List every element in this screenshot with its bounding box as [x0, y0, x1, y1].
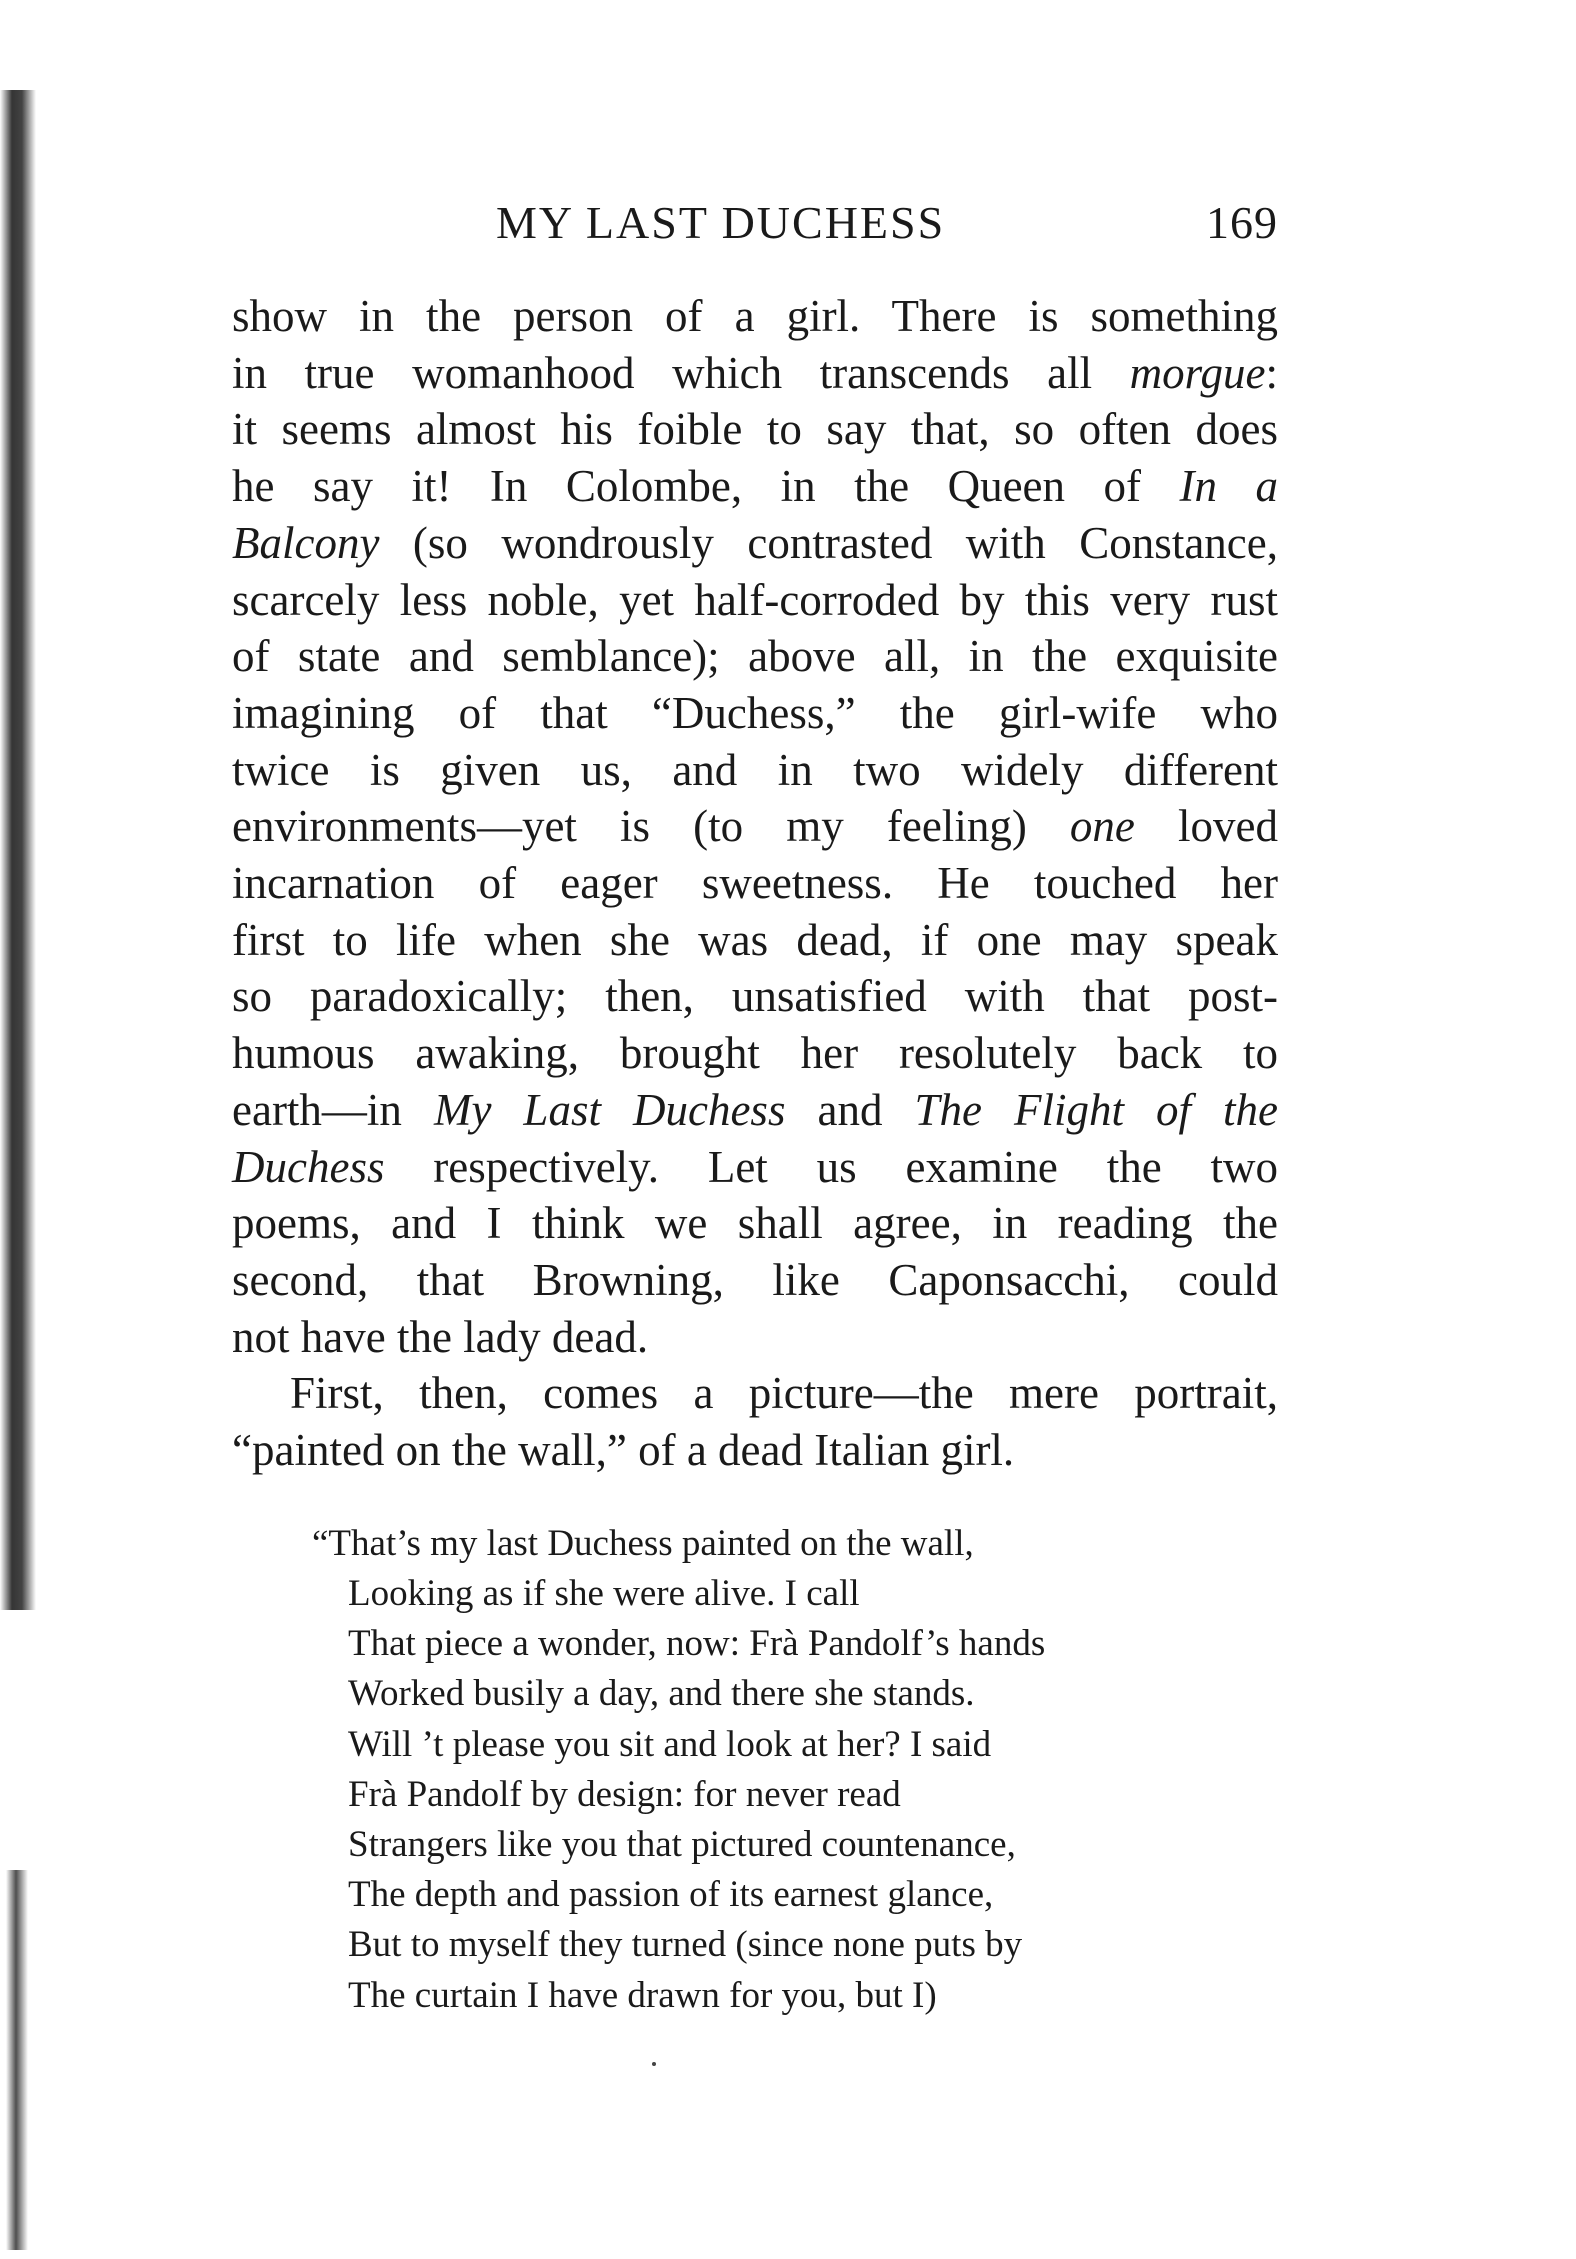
text-run: :	[1265, 347, 1278, 398]
italic-text-run: My Last Duchess	[433, 1084, 786, 1135]
text-run: first to life when she was dead, if one may speak	[232, 914, 1278, 965]
verse-line: Looking as if she were alive. I call	[348, 1572, 860, 1614]
text-line	[232, 1195, 1278, 1252]
verse-line: Frà Pandolf by design: for never read	[348, 1773, 901, 1815]
text-run: second, that Browning, like Caponsacchi, could	[232, 1254, 1278, 1305]
text-line	[232, 798, 1278, 855]
verse-line: That piece a wonder, now: Frà Pandolf’s hands	[348, 1623, 1046, 1665]
book-page	[232, 196, 1278, 2021]
verse-line: The curtain I have drawn for you, but I)	[348, 1974, 937, 2016]
text-line	[232, 685, 1278, 742]
text-line	[232, 401, 1278, 458]
text-line	[232, 968, 1278, 1025]
text-line	[232, 515, 1278, 572]
italic-text-run: Duchess	[232, 1141, 385, 1192]
text-line	[232, 1365, 1278, 1422]
text-line	[232, 1252, 1278, 1309]
text-line	[232, 1082, 1278, 1139]
text-run: respectively. Let us examine the two	[384, 1141, 1278, 1192]
verse-line: Will ’t please you sit and look at her? I said	[348, 1723, 992, 1765]
text-line	[232, 1422, 1278, 1479]
text-run: show in the person of a girl. There is something	[232, 291, 1278, 341]
paper-speck	[652, 2062, 656, 2066]
text-line	[232, 345, 1278, 402]
text-run: scarcely less noble, yet half-corroded by this very rust	[232, 574, 1278, 625]
text-run: humous awaking, brought her resolutely back to	[232, 1028, 1278, 1079]
paragraph-2	[232, 1365, 1278, 1478]
text-line	[232, 855, 1278, 912]
binding-shadow-lower	[6, 1870, 28, 2250]
verse-line: “That’s my last Duchess painted on the wall,	[312, 1522, 974, 1564]
text-line	[232, 572, 1278, 629]
text-line	[232, 912, 1278, 969]
verse-line: Strangers like you that pictured countenance,	[348, 1823, 1016, 1865]
text-run: imagining of that “Duchess,” the girl-wife who	[232, 687, 1278, 738]
verse-quotation	[312, 1519, 1278, 2021]
text-line	[232, 628, 1278, 685]
running-title: MY LAST DUCHESS	[496, 197, 946, 248]
text-run: not have the lady dead.	[232, 1311, 649, 1362]
verse-line: Worked busily a day, and there she stands.	[348, 1673, 975, 1715]
text-line	[232, 1309, 1278, 1366]
italic-text-run: one	[1069, 801, 1135, 852]
text-line	[232, 458, 1278, 515]
text-run: poems, and I think we shall agree, in reading the	[232, 1198, 1278, 1249]
italic-text-run: In a	[1179, 461, 1278, 512]
verse-line: The depth and passion of its earnest glance,	[348, 1874, 994, 1916]
text-run: of state and semblance); above all, in the exquisite	[232, 631, 1278, 682]
text-line	[232, 1025, 1278, 1082]
text-run: so paradoxically; then, unsatisfied with that post-	[232, 971, 1278, 1022]
text-run: it seems almost his foible to say that, so often does	[232, 404, 1278, 455]
text-run: earth—in	[232, 1084, 434, 1135]
text-run: loved	[1134, 801, 1278, 852]
prose-body	[232, 288, 1278, 1479]
italic-text-run: Balcony	[232, 517, 380, 568]
italic-text-run: morgue	[1129, 347, 1266, 398]
italic-text-run: The Flight of the	[914, 1084, 1278, 1135]
binding-shadow	[0, 90, 36, 1610]
text-run: (so wondrously contrasted with Constance,	[379, 517, 1278, 568]
text-run: environments—yet is (to my feeling)	[232, 801, 1070, 852]
text-run: First, then, comes a picture—the mere portrait,	[290, 1368, 1278, 1419]
verse-line: But to myself they turned (since none puts by	[348, 1924, 1023, 1966]
running-head	[232, 196, 1278, 260]
text-run: and	[785, 1084, 915, 1135]
text-line	[232, 1139, 1278, 1196]
text-run: twice is given us, and in two widely different	[232, 744, 1278, 795]
text-line	[232, 742, 1278, 799]
text-line	[232, 288, 1278, 345]
text-run: incarnation of eager sweetness. He touched her	[232, 858, 1278, 909]
page-number: 169	[1206, 197, 1278, 248]
paragraph-1	[232, 288, 1278, 1365]
text-run: in true womanhood which transcends all	[232, 347, 1130, 398]
text-run: “painted on the wall,” of a dead Italian girl.	[232, 1425, 1015, 1476]
text-run: he say it! In Colombe, in the Queen of	[232, 461, 1180, 512]
